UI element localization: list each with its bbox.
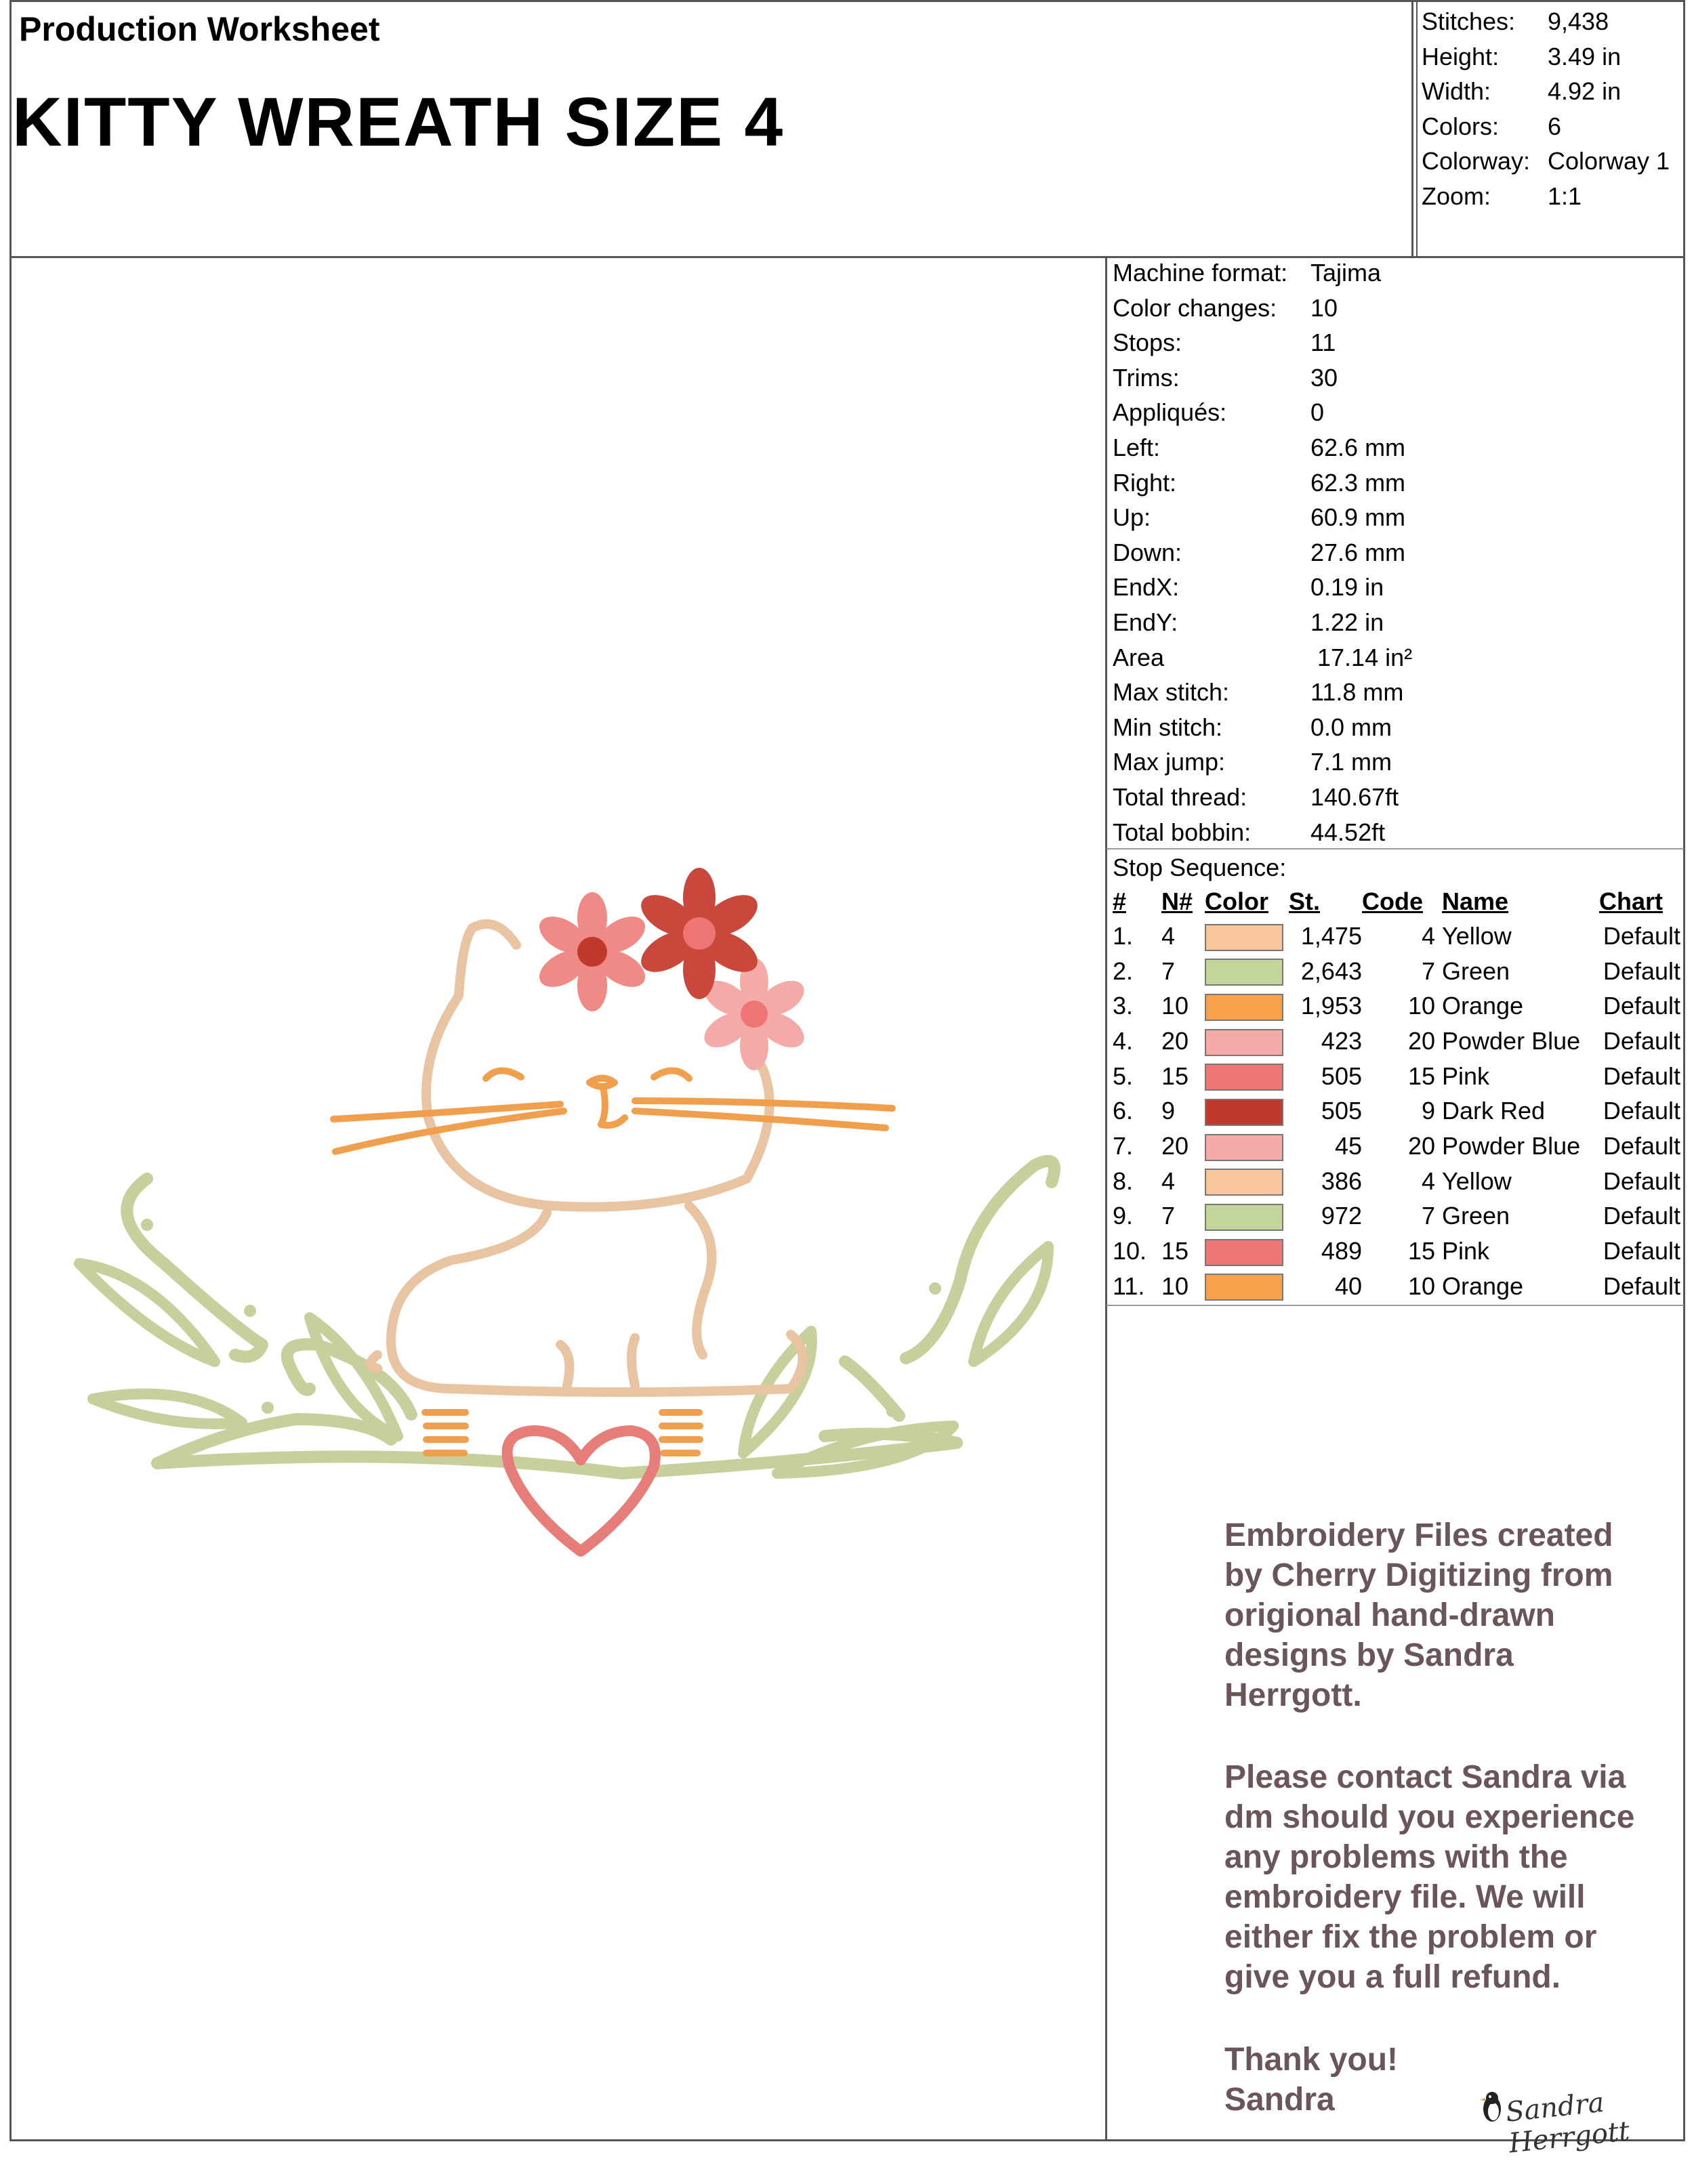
info-row (1113, 535, 1675, 570)
summary-value: 9,438 (1548, 7, 1609, 35)
cell-stitches: 505 (1321, 1097, 1362, 1125)
cell-code: 20 (1407, 1026, 1435, 1055)
cell-color (1205, 1129, 1289, 1164)
color-swatch (1205, 1064, 1283, 1091)
cell-color (1205, 988, 1289, 1024)
cell-code: 7 (1421, 1202, 1435, 1230)
summary-block (1422, 4, 1679, 214)
note-credits: Embroidery Files created by Cherry Digitizing from origional hand-drawn designs by Sandra Herrgott. (1224, 1517, 1613, 1713)
cell-code: 20 (1407, 1131, 1435, 1160)
info-label: Color changes: (1113, 293, 1277, 322)
cell-color (1205, 954, 1289, 989)
cell-chart: Default (1603, 1237, 1680, 1265)
table-row (1113, 1024, 1680, 1059)
info-label: Total thread: (1113, 782, 1247, 811)
info-row (1113, 395, 1675, 430)
worksheet-subtitle: Production Worksheet (19, 10, 380, 48)
info-row (1113, 675, 1675, 710)
info-row (1113, 325, 1675, 360)
info-row (1113, 605, 1675, 640)
cell-code: 9 (1421, 1097, 1435, 1125)
info-label: Trims: (1113, 363, 1180, 392)
col-header-stitches: St. (1289, 887, 1321, 915)
table-row (1113, 1093, 1680, 1129)
cell-color (1205, 1164, 1289, 1199)
cell-color (1205, 1269, 1289, 1304)
heart (508, 1431, 655, 1551)
design-preview (12, 258, 1105, 2139)
info-value: 62.3 mm (1310, 468, 1406, 497)
cell-name: Pink (1442, 1062, 1490, 1090)
cell-chart: Default (1603, 1167, 1680, 1195)
info-row (1113, 710, 1675, 745)
color-swatch (1205, 1239, 1283, 1266)
cell-chart: Default (1603, 1026, 1680, 1055)
info-row (1113, 744, 1675, 780)
summary-row (1422, 39, 1679, 75)
cell-num: 2. (1113, 957, 1134, 985)
cell-stitches: 505 (1321, 1062, 1362, 1090)
panel-divider (1105, 257, 1107, 2141)
cell-stitches: 45 (1334, 1131, 1362, 1160)
info-value: 30 (1310, 363, 1338, 392)
cell-chart: Default (1603, 921, 1680, 950)
signature-logo (1474, 2082, 1671, 2160)
info-row (1113, 291, 1675, 326)
cell-name: Powder Blue (1442, 1026, 1581, 1055)
cell-code: 10 (1407, 1272, 1435, 1300)
cell-chart: Default (1603, 1131, 1680, 1160)
cell-name: Powder Blue (1442, 1131, 1581, 1160)
cell-name: Green (1442, 957, 1510, 985)
info-value: 140.67ft (1310, 782, 1399, 811)
cell-name: Yellow (1442, 1167, 1512, 1195)
cell-chart: Default (1603, 1097, 1680, 1125)
cell-chart: Default (1603, 992, 1680, 1020)
info-value: Tajima (1310, 259, 1382, 287)
summary-row (1422, 144, 1679, 179)
summary-row (1422, 109, 1679, 144)
cell-stitches: 1,953 (1300, 992, 1362, 1020)
cell-chart: Default (1603, 957, 1680, 985)
info-row (1113, 465, 1675, 501)
cell-code: 15 (1407, 1237, 1435, 1265)
cell-n: 4 (1161, 1167, 1176, 1195)
info-value: 62.6 mm (1310, 433, 1406, 461)
cell-color (1205, 1059, 1289, 1094)
color-swatch (1205, 1029, 1283, 1056)
cell-color (1205, 1199, 1289, 1234)
color-swatch (1205, 1204, 1283, 1231)
cell-color (1205, 1093, 1289, 1129)
cell-stitches: 489 (1321, 1237, 1362, 1265)
table-header-row (1113, 885, 1680, 919)
info-value: 44.52ft (1310, 818, 1386, 846)
note-thanks: Thank you! (1224, 2042, 1399, 2078)
summary-label: Stitches: (1422, 7, 1516, 35)
cell-stitches: 386 (1321, 1167, 1362, 1195)
cell-n: 4 (1161, 921, 1176, 950)
summary-label: Width: (1422, 77, 1491, 106)
summary-label: Zoom: (1422, 182, 1491, 210)
cell-color (1205, 1024, 1289, 1059)
info-label: Right: (1113, 468, 1177, 497)
cell-n: 9 (1161, 1097, 1176, 1125)
table-row (1113, 1059, 1680, 1094)
info-label: Max stitch: (1113, 678, 1230, 707)
color-swatch (1205, 994, 1283, 1021)
left-title-divider (9, 0, 12, 54)
cell-color (1205, 919, 1289, 954)
cell-n: 20 (1161, 1131, 1189, 1160)
cell-n: 15 (1161, 1237, 1189, 1265)
summary-value: 6 (1548, 112, 1562, 140)
cell-n: 7 (1161, 957, 1176, 985)
cell-code: 7 (1421, 957, 1435, 985)
summary-row (1422, 4, 1679, 39)
table-row (1113, 1269, 1680, 1304)
cell-n: 20 (1161, 1026, 1189, 1055)
machine-info-block (1113, 255, 1675, 849)
table-row (1113, 988, 1680, 1024)
cell-code: 10 (1407, 992, 1435, 1020)
table-row (1113, 954, 1680, 989)
info-label: Left: (1113, 433, 1161, 461)
cell-name: Green (1442, 1202, 1510, 1230)
info-label: Appliqués: (1113, 398, 1227, 427)
summary-value: 1:1 (1548, 182, 1582, 210)
cell-chart: Default (1603, 1272, 1680, 1300)
col-header-n: N# (1161, 887, 1193, 915)
table-divider (1107, 1305, 1684, 1306)
cell-n: 15 (1161, 1062, 1189, 1090)
cell-n: 10 (1161, 1272, 1189, 1300)
summary-value: 3.49 in (1548, 42, 1621, 70)
cell-n: 10 (1161, 992, 1189, 1020)
col-header-color: Color (1205, 887, 1268, 915)
info-row (1113, 500, 1675, 535)
note-contact: Please contact Sandra via dm should you experience any problems with the embroidery file. We will either fix the problem or give you a full refund. (1224, 1759, 1635, 1995)
info-value: 17.14 in² (1310, 643, 1413, 671)
col-header-num: # (1113, 887, 1127, 915)
table-row (1113, 1129, 1680, 1164)
table-row (1113, 1164, 1680, 1199)
info-label: Max jump: (1113, 748, 1226, 776)
frame-right (1683, 0, 1685, 2141)
summary-row (1422, 74, 1679, 109)
cell-name: Pink (1442, 1237, 1490, 1265)
info-value: 27.6 mm (1310, 538, 1406, 566)
design-title: KITTY WREATH SIZE 4 (12, 83, 785, 161)
info-label: EndX: (1113, 573, 1180, 602)
info-value: 0 (1310, 398, 1325, 427)
info-label: Down: (1113, 538, 1182, 566)
stop-sequence-table (1113, 885, 1680, 1304)
info-value: 11.8 mm (1310, 678, 1404, 707)
summary-label: Height: (1422, 42, 1500, 70)
cell-num: 1. (1113, 921, 1134, 950)
cell-name: Orange (1442, 992, 1524, 1020)
summary-row (1422, 179, 1679, 214)
info-row (1113, 640, 1675, 675)
col-header-chart: Chart (1599, 887, 1664, 915)
color-swatch (1205, 924, 1283, 951)
info-value: 0.0 mm (1310, 713, 1392, 741)
cell-num: 11. (1113, 1272, 1145, 1300)
info-label: Total bobbin: (1113, 818, 1252, 846)
cell-color (1205, 1234, 1289, 1269)
cell-stitches: 40 (1334, 1272, 1362, 1300)
frame-top (9, 0, 1685, 2)
cell-num: 8. (1113, 1167, 1134, 1195)
info-label: Stops: (1113, 329, 1182, 357)
cell-num: 4. (1113, 1026, 1134, 1055)
kitty-wreath-design (12, 258, 1105, 2139)
info-row (1113, 780, 1675, 815)
cell-num: 3. (1113, 992, 1134, 1020)
info-label: EndY: (1113, 608, 1178, 636)
cell-stitches: 2,643 (1300, 957, 1362, 985)
cell-num: 6. (1113, 1097, 1134, 1125)
cell-name: Orange (1442, 1272, 1524, 1300)
table-row (1113, 919, 1680, 954)
info-value: 60.9 mm (1310, 503, 1406, 532)
info-row (1113, 815, 1675, 850)
col-header-code: Code (1362, 887, 1423, 915)
info-value: 1.22 in (1310, 608, 1384, 636)
summary-value: Colorway 1 (1548, 147, 1670, 175)
col-header-name: Name (1442, 887, 1509, 915)
cell-code: 15 (1407, 1062, 1435, 1090)
stop-sequence-table-wrap (1113, 885, 1680, 1304)
color-swatch (1205, 1099, 1283, 1126)
info-row (1113, 255, 1675, 291)
cell-n: 7 (1161, 1202, 1176, 1230)
summary-divider (1416, 0, 1418, 257)
frame-bottom (9, 2139, 1685, 2141)
cell-name: Yellow (1442, 921, 1512, 950)
info-value: 11 (1310, 329, 1336, 357)
table-row (1113, 1234, 1680, 1269)
color-swatch (1205, 1134, 1283, 1161)
flower-left (533, 892, 651, 1011)
cell-num: 10. (1113, 1237, 1147, 1265)
info-label: Area (1113, 643, 1165, 671)
cell-code: 4 (1421, 1167, 1435, 1195)
cell-num: 5. (1113, 1062, 1134, 1090)
stop-sequence-title: Stop Sequence: (1113, 854, 1287, 881)
summary-value: 4.92 in (1548, 77, 1621, 106)
cell-num: 9. (1113, 1202, 1134, 1230)
info-label: Machine format: (1113, 259, 1288, 287)
cell-num: 7. (1113, 1131, 1134, 1160)
color-swatch (1205, 1274, 1283, 1301)
info-row (1113, 360, 1675, 396)
info-value: 7.1 mm (1310, 748, 1392, 776)
cell-stitches: 972 (1321, 1202, 1362, 1230)
color-swatch (1205, 959, 1283, 986)
note-sign: Sandra (1224, 2082, 1335, 2118)
cell-chart: Default (1603, 1202, 1680, 1230)
signature-text: Sandra Herrgott (1504, 2086, 1632, 2160)
color-swatch (1205, 1169, 1283, 1196)
table-row (1113, 1199, 1680, 1234)
cell-name: Dark Red (1442, 1097, 1546, 1125)
summary-label: Colorway: (1422, 147, 1531, 175)
info-value: 0.19 in (1310, 573, 1384, 602)
cell-stitches: 1,475 (1300, 921, 1362, 950)
info-row (1113, 570, 1675, 605)
info-value: 10 (1310, 293, 1338, 322)
cell-chart: Default (1603, 1062, 1680, 1090)
cell-code: 4 (1421, 921, 1435, 950)
info-label: Min stitch: (1113, 713, 1223, 741)
cell-stitches: 423 (1321, 1026, 1362, 1055)
info-row (1113, 430, 1675, 465)
info-label: Up: (1113, 503, 1151, 532)
summary-label: Colors: (1422, 112, 1500, 140)
header-summary-divider (1411, 0, 1413, 257)
